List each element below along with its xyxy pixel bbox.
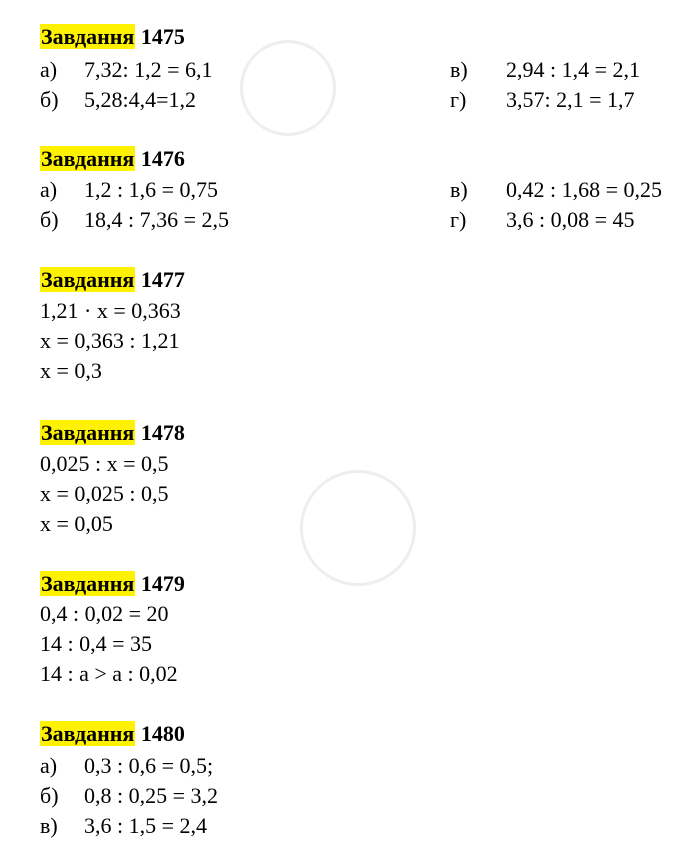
answer-line [40, 813, 207, 839]
equation-line: 0,4 : 0,02 = 20 [40, 601, 169, 626]
answer-line [40, 87, 196, 113]
item-expression: 5,28:4,4=1,2 [84, 87, 197, 112]
answer-line [40, 57, 213, 83]
heading-number: 1479 [140, 571, 185, 596]
equation-line: x = 0,3 [40, 358, 102, 383]
section-heading [40, 267, 185, 293]
equation-line: x = 0,025 : 0,5 [40, 481, 169, 506]
item-expression: 0,8 : 0,25 = 3,2 [84, 783, 219, 808]
equation-line: x = 0,363 : 1,21 [40, 328, 180, 353]
answer-line [40, 207, 229, 233]
item-expression: 1,2 : 1,6 = 0,75 [84, 177, 219, 202]
section-heading [40, 420, 185, 446]
answer-line [450, 87, 635, 113]
equation-line: 14 : a > a : 0,02 [40, 661, 178, 686]
item-label: в) [450, 57, 468, 82]
item-label: б) [40, 207, 59, 232]
section-heading [40, 571, 185, 597]
item-expression: 3,6 : 0,08 = 45 [506, 207, 635, 232]
equation-line: 0,025 : x = 0,5 [40, 451, 169, 476]
heading-number: 1480 [140, 721, 185, 746]
item-expression: 2,94 : 1,4 = 2,1 [506, 57, 641, 82]
section-heading [40, 721, 185, 747]
heading-number: 1475 [140, 24, 185, 49]
item-expression: 18,4 : 7,36 = 2,5 [84, 207, 230, 232]
heading-prefix: Завдання [41, 571, 135, 596]
item-label: б) [40, 87, 59, 112]
section-heading [40, 146, 185, 172]
equation-line: 14 : 0,4 = 35 [40, 631, 153, 656]
heading-number: 1476 [140, 146, 185, 171]
answer-line [40, 177, 218, 203]
heading-number: 1478 [140, 420, 185, 445]
item-label: б) [40, 783, 59, 808]
item-label: в) [450, 177, 468, 202]
watermark-circle [240, 40, 336, 136]
item-label: г) [450, 87, 467, 112]
heading-number: 1477 [140, 267, 185, 292]
item-label: а) [40, 57, 58, 82]
equation-line: x = 0,05 [40, 511, 113, 536]
heading-prefix: Завдання [41, 146, 135, 171]
answer-line [450, 177, 662, 203]
heading-prefix: Завдання [41, 721, 135, 746]
item-label: в) [40, 813, 58, 838]
item-expression: 7,32: 1,2 = 6,1 [84, 57, 213, 82]
watermark-circle [300, 470, 416, 586]
item-label: а) [40, 177, 58, 202]
item-label: г) [450, 207, 467, 232]
item-expression: 0,3 : 0,6 = 0,5; [84, 753, 214, 778]
answer-line [40, 783, 218, 809]
heading-prefix: Завдання [41, 24, 135, 49]
answer-line [450, 207, 635, 233]
item-expression: 3,57: 2,1 = 1,7 [506, 87, 635, 112]
heading-prefix: Завдання [41, 267, 135, 292]
equation-line: 1,21 · x = 0,363 [40, 298, 181, 323]
item-expression: 0,42 : 1,68 = 0,25 [506, 177, 663, 202]
answer-line [40, 753, 213, 779]
heading-prefix: Завдання [41, 420, 135, 445]
section-heading [40, 24, 185, 50]
item-label: а) [40, 753, 58, 778]
answer-line [450, 57, 640, 83]
item-expression: 3,6 : 1,5 = 2,4 [84, 813, 208, 838]
